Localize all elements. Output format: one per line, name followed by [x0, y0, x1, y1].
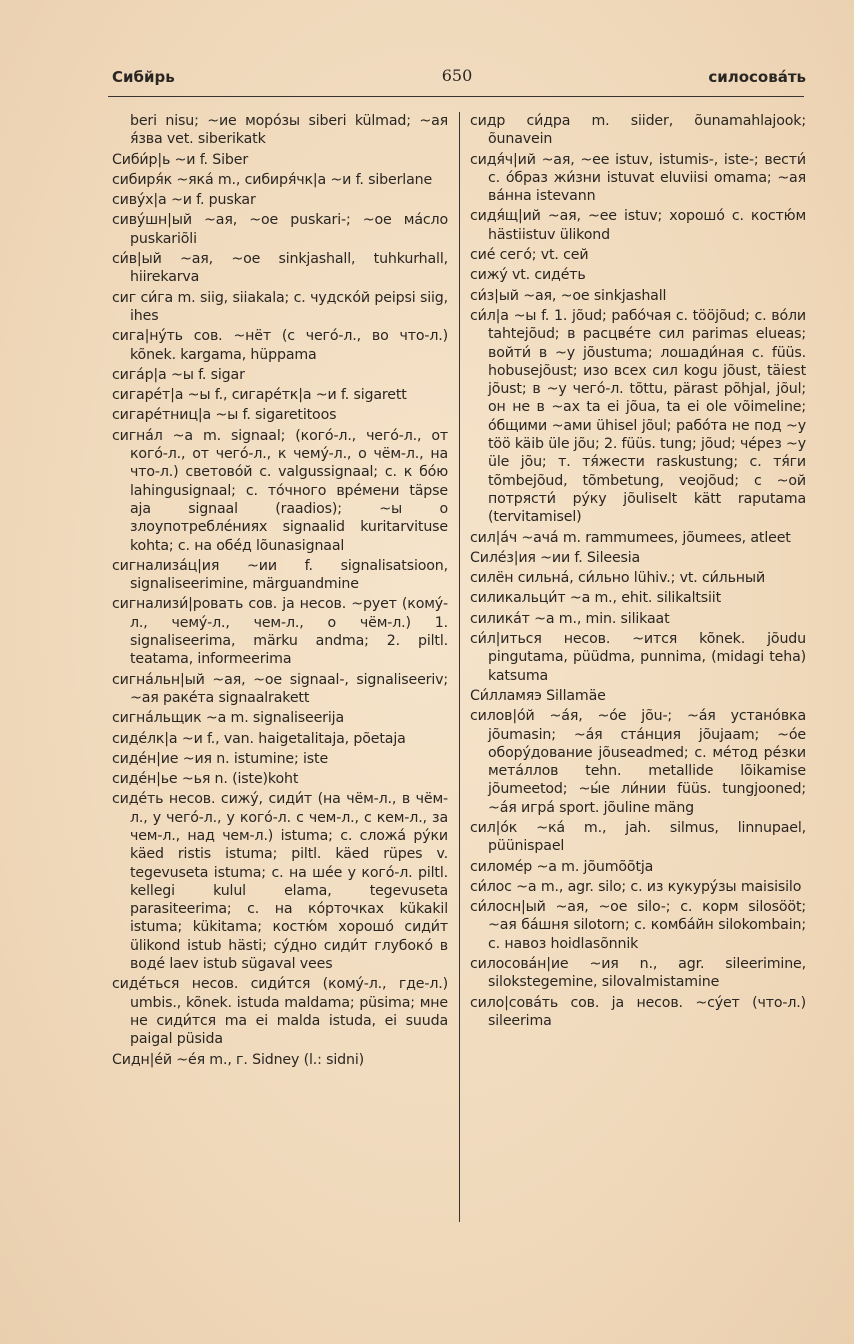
dictionary-entry: си́в|ый ~ая, ~ое sinkjashall, tuhkurhall, hiirekarva — [112, 251, 448, 286]
column-divider — [459, 112, 460, 1222]
left-column — [112, 112, 448, 1071]
header-rule — [108, 96, 804, 97]
dictionary-entry: Сиби́р|ь ~и f. Siber — [112, 151, 249, 168]
dictionary-entry: Силе́з|ия ~ии f. Sileesia — [470, 549, 641, 566]
dictionary-entry: сига|ну́ть сов. ~нёт (с чего́-л., во что-л.) kõnek. kargama, hüppama — [112, 328, 448, 363]
dictionary-entry: сигаре́т|а ~ы f., сигаре́тк|а ~и f. sigarett — [112, 387, 407, 404]
dictionary-entry: си́л|иться несов. ~ится kõnek. jõudu pingutama, püüdma, punnima, (midagi teha) katsuma — [470, 631, 806, 684]
dictionary-entry: силён сильна́, си́льно lühiv.; vt. си́льный — [470, 570, 766, 587]
dictionary-entry: сигна́льщик ~а m. signaliseerija — [112, 710, 344, 727]
dictionary-entry: сиг си́га m. siig, siiakala; с. чудско́й peipsi siig, ihes — [112, 289, 448, 324]
page-number: 650 — [441, 66, 473, 85]
dictionary-entry: сигнализи́|ровать сов. ja несов. ~рует (кому́-л., чему́-л., чем-л., о чём-л.) 1. signaliseerima, märku andma; 2. piltl. teatama, informeerima — [112, 596, 448, 668]
dictionary-entry: силикальци́т ~а m., ehit. silikaltsiit — [470, 590, 722, 607]
dictionary-entry: сижу́ vt. сиде́ть — [470, 267, 586, 284]
dictionary-entry: сиде́ться несов. сиди́тся (кому́-л., где-л.) umbis., kõnek. istuda maldama; püsima; мне не сиди́тся ma ei malda istuda, ei suuda paigal püsida — [112, 976, 448, 1048]
right-column — [470, 112, 806, 1032]
header-first-word: Сибйрь — [112, 68, 175, 86]
dictionary-entry: сиде́лк|а ~и f., van. haigetalitaja, põetaja — [112, 730, 406, 747]
dictionary-entry: си́лос ~а m., agr. silo; с. из кукуру́зы maisisilo — [470, 878, 802, 895]
dictionary-entry: сило|сова́ть сов. ja несов. ~су́ет (что-л.) sileerima — [470, 994, 806, 1029]
dictionary-entry: сидя́щ|ий ~ая, ~ее istuv; хорошо́ с. костю́м hästiistuv ülikond — [470, 208, 806, 243]
dictionary-entry: Сидн|е́й ~е́я m., г. Sidney (l.: sidni) — [112, 1051, 365, 1068]
dictionary-entry: сиде́н|ие ~ия n. istumine; iste — [112, 750, 329, 767]
dictionary-entry: сидя́ч|ий ~ая, ~ее istuv, istumis-, iste-; вести́ с. о́браз жи́зни istuvat eluviisi omama; ~ая ва́нна istevann — [470, 151, 806, 205]
dictionary-entry: сидр си́дра m. siider, õunamahlajook; õunavein — [470, 113, 806, 148]
dictionary-entry: Си́лламяэ Sillamäe — [470, 687, 606, 704]
dictionary-entry: сиву́шн|ый ~ая, ~ое puskari-; ~ое ма́сло puskariõli — [112, 212, 448, 247]
dictionary-entry: сие́ сего́; vt. сей — [470, 247, 589, 264]
dictionary-entry: си́з|ый ~ая, ~ое sinkjashall — [470, 287, 667, 304]
header-last-word: силосова́ть — [708, 68, 806, 86]
dictionary-entry: сига́р|а ~ы f. sigar — [112, 366, 245, 383]
dictionary-entry: сил|а́ч ~ача́ m. rammumees, jõumees, atleet — [470, 529, 791, 546]
dictionary-entry: си́л|а ~ы f. 1. jõud; рабо́чая с. tööjõud; с. во́ли tahtejõud; в расцве́те сил parimas elueas; войти́ в ~у jõustuma; лошади́ная с. füüs. hobusejõust; изо всех сил kogu jõust, täiest jõust; в ~у чего́-л. tõttu, pärast põhjal, jõul; он не в ~ах ta ei jõua, ta ei ole võimeline; о́бщими ~ами ühisel jõul; рабо́та не под ~у töö käib üle jõu; 2. füüs. tung; jõud; че́рез ~у üle jõu; т. тя́жести raskustung; с. тя́ги tõmbejõud, tõmbetung, veojõud; с ~ой потрясти́ ру́ку jõuliselt kätt raputama (tervitamisel) — [470, 307, 806, 526]
running-header — [108, 68, 806, 92]
dictionary-entry: си́лосн|ый ~ая, ~ое silo-; с. корм silosööt; ~ая ба́шня silotorn; с. комба́йн silokombain; с. навоз hoidlasõnnik — [470, 899, 806, 952]
dictionary-entry: сигна́льн|ый ~ая, ~ое signaal-, signaliseeriv; ~ая раке́та signaalrakett — [112, 671, 448, 706]
dictionary-entry: силосова́н|ие ~ия n., agr. sileerimine, silokstegemine, silovalmistamine — [470, 956, 806, 991]
dictionary-entry: сибиря́к ~яка́ m., сибиря́чк|а ~и f. siberlane — [112, 171, 433, 188]
dictionary-entry: сигна́л ~а m. signaal; (кого́-л., чего́-л., от кого́-л., от чего́-л., к чему́-л., о чём-л., на что-л.) светово́й с. valgussignaal; с. к бо́ю lahingusignaal; с. то́чного вре́мени täpse aja signaal (raadios); ~ы о злоупотребле́ниях signaalid kuritarvituse kohta; с. на обе́д lõunasignaal — [112, 427, 448, 554]
dictionary-entry: силов|о́й ~а́я, ~о́е jõu-; ~а́я устано́вка jõumasin; ~а́я ста́нция jõujaam; ~о́е обору́дование jõuseadmed; с. ме́тод ре́зки мета́ллов tehn. metallide lõikamise jõumeetod; ~ы́е ли́нии füüs. tungjooned; ~а́я игра́ sport. jõuline mäng — [470, 708, 806, 816]
dictionary-entry: beri nisu; ~ие моро́зы siberi külmad; ~ая я́зва vet. siberikatk — [130, 113, 448, 148]
dictionary-entry: сиву́х|а ~и f. puskar — [112, 192, 256, 209]
dictionary-entry: сиде́ть несов. сижу́, сиди́т (на чём-л., в чём-л., у чего́-л., у кого́-л. с чем-л., с кем-л., за чем-л., над чем-л.) istuma; с. сложа́ ру́ки käed ristis istuma; piltl. käed rüpes v. tegevuseta istuma; с. на ше́е у кого́-л. piltl. kellegi kulul elama, tegevuseta parasiteerima; с. на ко́рточках kükakil istuma; kükitama; костю́м хорошо́ сиди́т ülikond istub hästi; су́дно сиди́т глубоко́ в воде́ laev istub sügaval vees — [112, 791, 448, 973]
dictionary-entry: силоме́р ~а m. jõumõõtja — [470, 858, 654, 875]
dictionary-entry: сигаре́тниц|а ~ы f. sigaretitoos — [112, 407, 337, 424]
dictionary-entry: силика́т ~а m., min. silikaat — [470, 610, 670, 627]
dictionary-entry: сиде́н|ье ~ья n. (iste)koht — [112, 771, 299, 788]
dictionary-entry: сигнализа́ц|ия ~ии f. signalisatsioon, signaliseerimine, märguandmine — [112, 557, 448, 593]
dictionary-entry: сил|о́к ~ка́ m., jah. silmus, linnupael, püünispael — [470, 819, 806, 855]
